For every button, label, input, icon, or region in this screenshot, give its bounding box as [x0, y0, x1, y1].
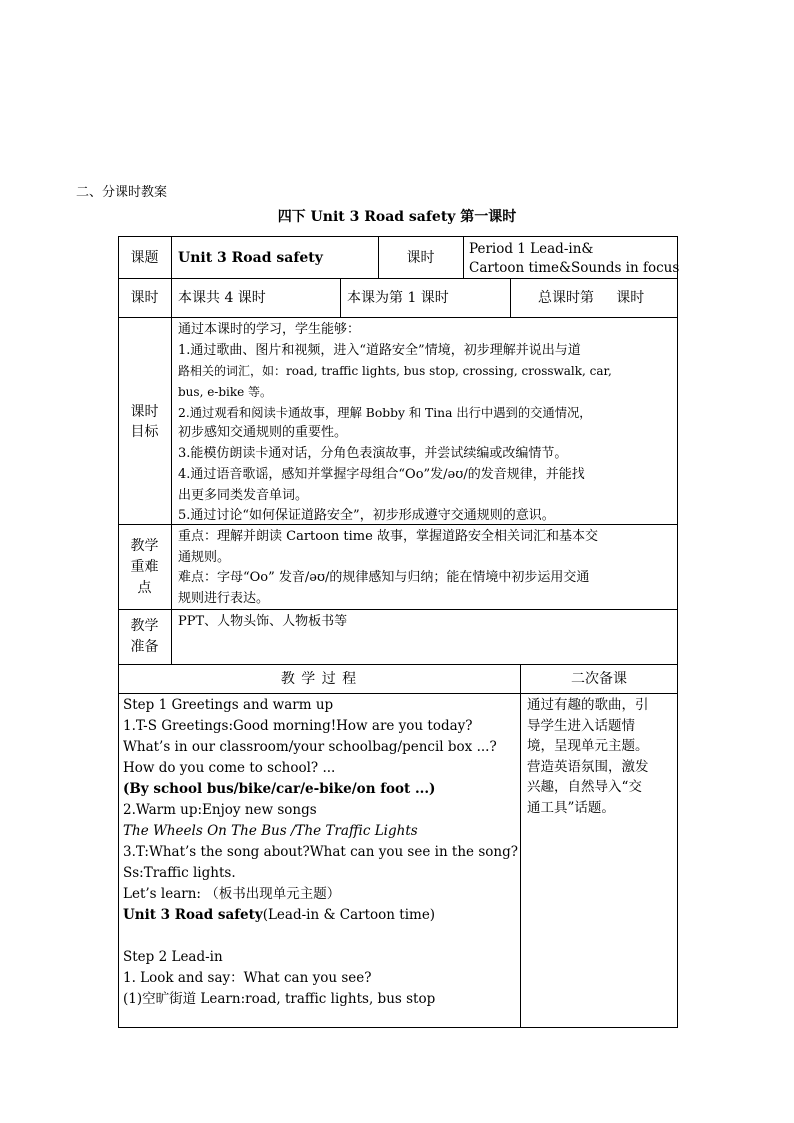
keypoint-line: 规则进行表达。	[178, 591, 270, 607]
objective-line: 出更多同类发音单词。	[178, 487, 309, 503]
objectives-label-line: 目标	[130, 424, 159, 440]
process-line: 2.Warm up:Enjoy new songs	[123, 802, 317, 818]
note-line: 营造英语氛围，激发	[527, 758, 649, 775]
keypoint-line: 难点：字母“Oo” 发音/əʊ/的规律感知与归纳；能在情境中初步运用交通	[178, 570, 590, 586]
process-line	[123, 926, 517, 947]
process-header: 教 学 过 程	[280, 671, 358, 687]
keypoints-text	[178, 527, 674, 610]
objective-line: 5.通过讨论“如何保证道路安全”，初步形成遵守交通规则的意识。	[178, 508, 555, 524]
objective-line: 4.通过语音歌谣，感知并掌握字母组合“Oo”发/əʊ/的发音规律，并能找	[178, 466, 585, 482]
keypoints-label	[118, 536, 171, 599]
process-line: The Wheels On The Bus /The Traffic Lights	[123, 823, 418, 839]
col-divider	[340, 278, 341, 317]
row-divider	[118, 664, 678, 665]
section-heading: 二、分课时教案	[76, 185, 168, 200]
period-label: 课时	[406, 250, 435, 266]
note-line: 通过有趣的歌曲，引	[527, 697, 649, 713]
prep-label-line: 准备	[130, 639, 159, 655]
keypoint-line: 重点：理解并朗读 Cartoon time 故事，掌握道路安全相关词汇和基本交	[178, 529, 598, 544]
objective-line: 3.能模仿朗读卡通对话，分角色表演故事，并尝试续编或改编情节。	[178, 446, 568, 462]
note-line: 导学生进入话题情	[527, 717, 635, 734]
process-line: (1)空旷街道 Learn:road, traffic lights, bus stop	[123, 991, 436, 1007]
col-divider	[520, 664, 521, 1028]
prep-label	[118, 616, 171, 658]
keypoints-label-line: 教学	[130, 538, 159, 554]
process-line: How do you come to school? ...	[123, 760, 336, 776]
notes-body	[527, 695, 675, 818]
notes-header: 二次备课	[571, 671, 627, 687]
prep-text: PPT、人物头饰、人物板书等	[178, 614, 348, 629]
row-divider	[118, 278, 678, 279]
document-title: 四下 Unit 3 Road safety 第一课时	[277, 209, 517, 225]
col-divider	[510, 278, 511, 317]
keypoints-label-line: 重难	[130, 559, 159, 575]
current-hour: 本课为第 1 课时	[347, 290, 449, 306]
keypoint-line: 通规则。	[178, 549, 231, 565]
objective-line: 路相关的词汇，如：road, traffic lights, bus stop, crossing, crosswalk, car,	[178, 364, 612, 379]
process-body	[123, 695, 517, 1010]
objective-line: 1.通过歌曲、图片和视频，进入“道路安全”情境，初步理解并说出与道	[178, 342, 581, 358]
process-line: 3.T:What’s the song about?What can you see in the song?	[123, 844, 518, 860]
process-line: Step 2 Lead-in	[123, 949, 223, 965]
process-line: What’s in our classroom/your schoolbag/pencil box ...?	[123, 739, 497, 755]
note-line: 境，呈现单元主题。	[527, 738, 649, 754]
process-line: Step 1 Greetings and warm up	[123, 697, 334, 713]
note-line: 兴趣，自然导入“交	[527, 779, 642, 795]
objective-line: 2.通过观看和阅读卡通故事，理解 Bobby 和 Tina 出行中遇到的交通情况，	[178, 405, 592, 420]
col-divider	[463, 236, 464, 278]
row-divider	[118, 317, 678, 318]
unit-subtitle: (Lead-in & Cartoon time)	[262, 907, 436, 923]
objectives-label-line: 课时	[130, 404, 159, 420]
process-line	[123, 905, 517, 926]
topic-label: 课题	[130, 250, 159, 266]
process-line: 1. Look and say：What can you see?	[123, 970, 372, 986]
overall-hour: 总课时第 课时	[538, 290, 645, 306]
objectives-label	[118, 402, 171, 442]
total-hours: 本课共 4 课时	[178, 290, 266, 306]
objective-line: 通过本课时的学习，学生能够：	[178, 322, 361, 337]
topic-value: Unit 3 Road safety	[178, 250, 323, 266]
period-line-2: Cartoon time&Sounds in focus	[469, 260, 680, 276]
process-line: 1.T-S Greetings:Good morning!How are you today?	[123, 718, 473, 734]
objectives-text	[178, 320, 674, 527]
objective-line: 初步感知交通规则的重要性。	[178, 425, 348, 441]
prep-label-line: 教学	[130, 618, 159, 634]
period-line-1: Period 1 Lead-in&	[469, 241, 594, 257]
unit-title: Unit 3 Road safety	[123, 907, 263, 923]
col-divider	[171, 236, 172, 664]
row-divider	[118, 693, 678, 694]
objective-line: bus, e-bike 等。	[178, 385, 273, 400]
note-line: 通工具”话题。	[527, 799, 615, 816]
process-line: Ss:Traffic lights.	[123, 865, 236, 881]
hours-label: 课时	[130, 290, 159, 306]
process-line: (By school bus/bike/car/e-bike/on foot ...)	[123, 781, 436, 797]
process-line: Let’s learn: （板书出现单元主题）	[123, 886, 341, 902]
keypoints-label-line: 点	[137, 580, 152, 596]
